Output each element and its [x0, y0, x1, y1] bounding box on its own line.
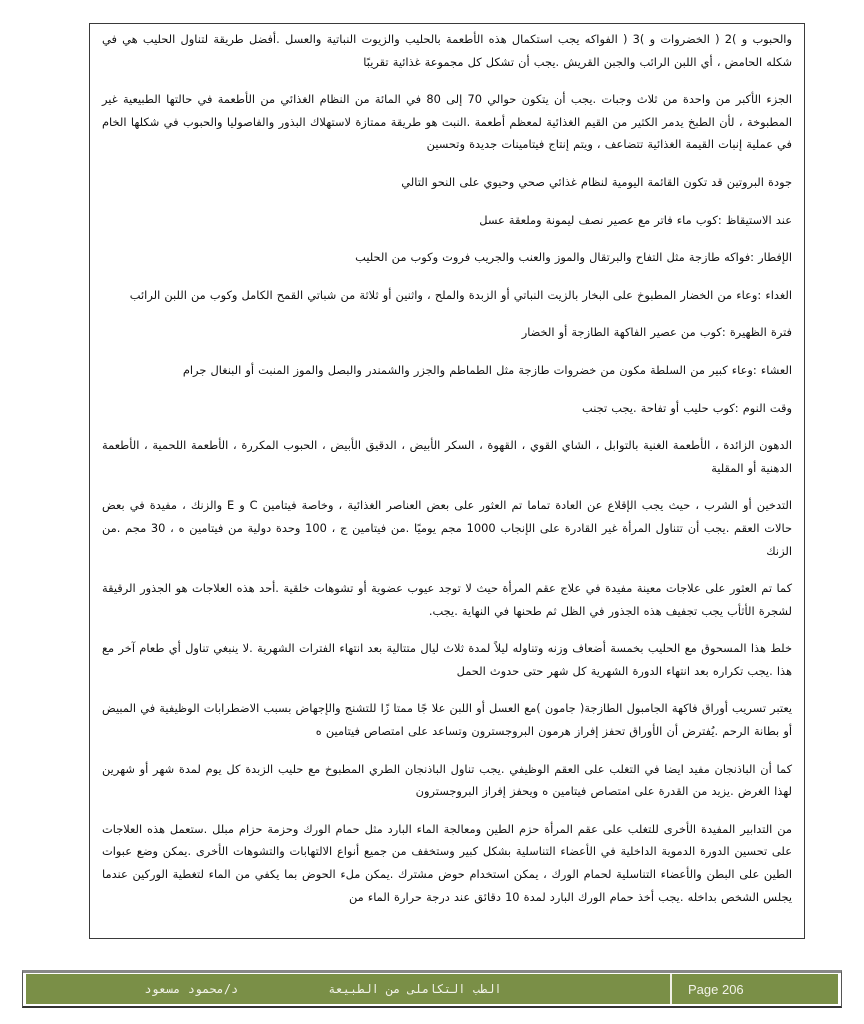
body-text-box [89, 23, 805, 939]
paragraph: كما تم العثور على علاجات معينة مفيدة في علاج عقم المرأة حيث لا توجد عيوب عضوية أو تشوهات خلقية .أحد هذه العلاجات هو الجذور الرقيقة لشجرة الأثأب يجب تجفيف هذه الجذور في الظل ثم طحنها في النهاية .يجب. [102, 581, 792, 618]
paragraph: الجزء الأكبر من واحدة من ثلاث وجبات .يجب أن يتكون حوالي 70 إلى 80 في المائة من النظام الغذائي من الأطعمة في حالتها الطبيعية غير المطبوخة ، لأن الطبخ يدمر الكثير من القيم الغذائية لمعظم أطعمة .النبت هو طريقة ممتازة لاستهلاك البذور والفاصوليا والحبوب في شكلها الخام في عملية إنبات القيمة الغذائية تتضاعف ، ويتم إنتاج فيتامينات جديدة وتحسين [102, 92, 792, 152]
paragraph: الغداء :وعاء من الخضار المطبوخ على البخار بالزيت النباتي أو الزبدة والملح ، واثنين أو ثلاثة من شباتي القمح الكامل وكوب من اللبن الرائب [129, 287, 792, 302]
paragraph: الدهون الزائدة ، الأطعمة الغنية بالتوابل ، الشاي القوي ، القهوة ، السكر الأبيض ، الدقيق الأبيض ، الحبوب المكررة ، الأطعمة اللحمية ، الأطعمة الدهنية أو المقلية [102, 438, 792, 475]
paragraph: جودة البروتين قد تكون القائمة اليومية لنظام غذائي صحي وحيوي على النحو التالي [401, 174, 792, 189]
book-title: الطب التكاملى من الطبيعة [328, 982, 502, 996]
paragraph: وقت النوم :كوب حليب أو تفاحة .يجب تجنب [582, 400, 792, 415]
paragraph: عند الاستيقاظ :كوب ماء فاتر مع عصير نصف ليمونة وملعقة عسل [479, 212, 792, 227]
paragraph: خلط هذا المسحوق مع الحليب بخمسة أضعاف وزنه وتناوله ليلاً لمدة ثلاث ليال متتالية بعد انتهاء الفترات الشهرية .لا ينبغي تناول أي طعام آخر مع هذا .يجب تكراره بعد انتهاء الدورة الشهرية كل شهر حتى حدوث الحمل [102, 641, 792, 678]
paragraph: كما أن الباذنجان مفيد ايضا في التغلب على العقم الوظيفي .يجب تناول الباذنجان الطري المطبوخ مع حليب الزبدة كل يوم لمدة شهر أو شهرين لهذا الغرض .يزيد من القدرة على امتصاص فيتامين ه ويحفز إفراز البروجسترون [102, 761, 792, 799]
paragraph: يعتبر تسريب أوراق فاكهة الجامبول الطازجة( جامون )مع العسل أو اللبن علا جًا ممتا زًا للتشنج والإجهاض بسبب الاضطرابات الوظيفية في المبيض أو بطانة الرحم .يُفترض أن الأوراق تحفز إفراز هرمون البروجسترون وتساعد على امتصاص فيتامين ه [102, 701, 792, 739]
paragraph: والحبوب و )2 ( الخضروات و )3 ( الفواكه يجب استكمال هذه الأطعمة بالحليب والزيوت النباتية والعسل .أفضل طريقة لتناول الحليب هي في شكله الحامض ، أي اللبن الرائب والجبن القريش .يجب أن تشكل كل مجموعة غذائية تقريبًا [102, 32, 792, 69]
footer-title-area [26, 974, 670, 1004]
paragraph: فترة الظهيرة :كوب من عصير الفاكهة الطازجة أو الخضار [521, 325, 792, 340]
paragraph: من التدابير المفيدة الأخرى للتغلب على عقم المرأة حزم الطين ومعالجة الماء البارد مثل حمام الورك وحزمة حزام مبلل .ستعمل هذه العلاجات على تحسين الدورة الدموية الداخلية في الأعضاء التناسلية بشكل كبير وستخفف من جميع أنواع الالتهابات والتشوهات الأخرى .يمكن وضع عبوات الطين على البطن والأعضاء التناسلية لحمام الورك ، يمكن استخدام حوض مشترك .يمكن ملء الحوض بما يكفي من الماء لتغطية الوركين عندما يجلس الشخص بداخله .يجب أخذ حمام الورك البارد لمدة 10 دقائق عند درجة حرارة الماء من [102, 821, 792, 904]
footer-band [26, 974, 838, 1004]
paragraph: التدخين أو الشرب ، حيث يجب الإقلاع عن العادة تماما تم العثور على بعض العناصر الغذائية ، وخاصة فيتامين C و E والزنك ، مفيدة في بعض حالات العقم .يجب أن تتناول المرأة غير القادرة على الإنجاب 1000 مجم يوميًا .من فيتامين ج ، 100 وحدة دولية من فيتامين ه ، 30 مجم .من الزنك [102, 498, 793, 558]
page-number: Page 206 [688, 981, 744, 997]
paragraph: العشاء :وعاء كبير من السلطة مكون من خضروات طازجة مثل الطماطم والجزر والشمندر والبصل والموز المنبت أو البنغال جرام [182, 362, 792, 377]
page-footer [22, 970, 842, 1008]
author-name: د/محمود مسعود [144, 982, 239, 996]
paragraph: الإفطار :فواكه طازجة مثل التفاح والبرتقال والموز والعنب والجريب فروت وكوب من الحليب [355, 250, 792, 265]
